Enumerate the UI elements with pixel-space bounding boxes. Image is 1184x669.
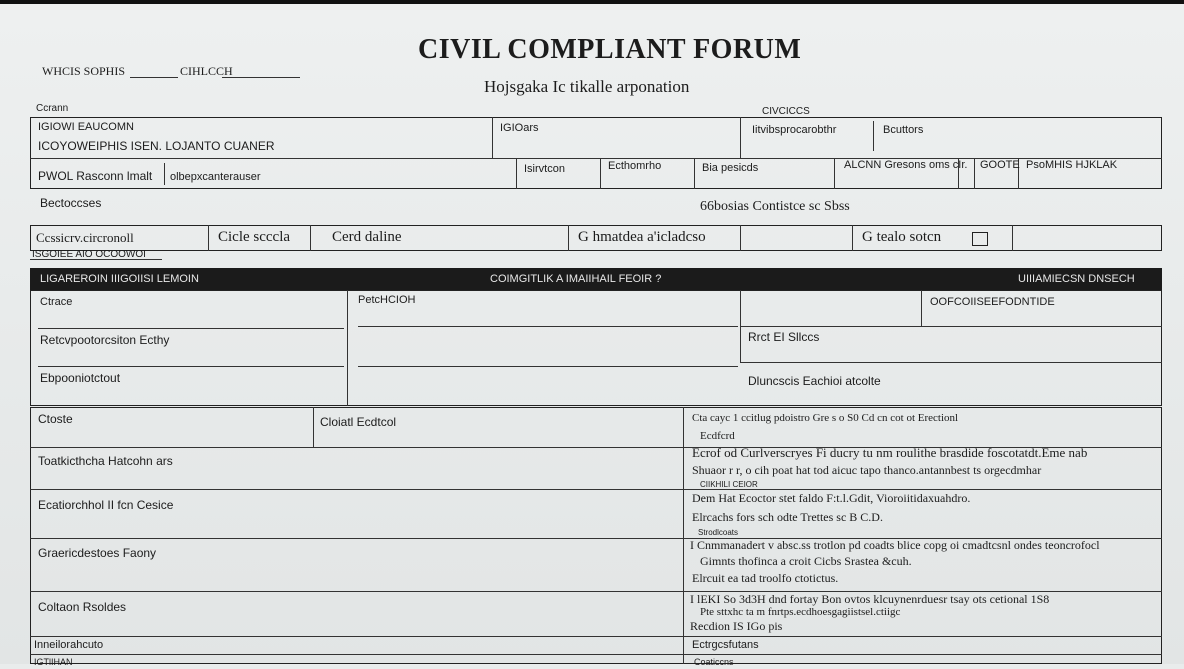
field-label: Ebpooniotctout xyxy=(40,371,121,385)
field-label: Dluncscis Eachioi atcolte xyxy=(748,374,881,388)
field-label: Rrct EI Sllccs xyxy=(748,330,820,344)
row-label: Coltaon Rsoldes xyxy=(38,600,127,614)
divider xyxy=(1012,225,1013,251)
header-field-label-2: CIHLCCH xyxy=(180,64,233,78)
row-label: Ctoste xyxy=(38,412,73,426)
row-text: Gimnts thofinca a croit Cicbs Srastea &cuh. xyxy=(700,554,912,568)
field-value: 66bosias Contistce sc Sbss xyxy=(700,199,850,214)
field-label: PsoMHIS HJKLAK xyxy=(1026,159,1118,171)
header-small-right: CIVCICCS xyxy=(762,106,810,117)
field-label: Bia pesicds xyxy=(702,162,759,174)
blank-line xyxy=(358,366,738,367)
header-blank-line-2 xyxy=(222,77,300,78)
top-edge xyxy=(0,0,1184,4)
row-label: Ecatiorchhol II fcn Cesice xyxy=(38,498,174,512)
row-text: Ecdfcrd xyxy=(700,430,735,442)
field-label: ALCNN Gresons oms cIr. xyxy=(844,159,968,171)
header-blank-line-1 xyxy=(130,77,178,78)
divider xyxy=(347,290,348,406)
form-subtitle: Hojsgaka Ic tikalle arponation xyxy=(484,77,690,96)
blank-line xyxy=(38,328,344,329)
field-note: ISGOIEE AIO OCOOWOI xyxy=(32,249,146,260)
row-text: CIIKHILI CEIOR xyxy=(700,480,758,489)
band-right-label: UIIIAMIECSN DNSECH xyxy=(1018,273,1135,285)
divider xyxy=(834,158,835,189)
row-label: Toatkicthcha Hatcohn ars xyxy=(38,454,173,468)
form-title: CIVIL COMPLIANT FORUM xyxy=(418,34,802,65)
row-text: Elrcachs fors sch odte Trettes sc B C.D. xyxy=(692,510,883,524)
field-label: G hmatdea a'icladcso xyxy=(578,229,706,245)
field-label: PWOL Rasconn lmalt xyxy=(38,169,153,183)
field-label: OOFCOIISEEFODNTIDE xyxy=(930,296,1055,308)
field-label: Cicle scccla xyxy=(218,229,291,245)
row-label: Graericdestoes Faony xyxy=(38,546,157,560)
row-text: Pte sttxhc ta m fnrtps.ecdhoesgagiistsel.ctiigc xyxy=(700,606,901,618)
divider xyxy=(208,225,209,251)
field-label: Ctrace xyxy=(40,296,73,308)
divider xyxy=(974,158,975,189)
divider xyxy=(30,654,1162,655)
divider xyxy=(313,407,314,447)
divider xyxy=(740,225,741,251)
row-label: Inneilorahcuto xyxy=(34,639,104,651)
field-value: olbepxcanterauser xyxy=(170,171,261,183)
row-text: Ectrgcsfutans xyxy=(692,639,759,651)
field-label: Ccssicrv.circronoll xyxy=(36,230,134,245)
field-label: Retcvpootorcsiton Ecthy xyxy=(40,333,170,347)
band-left-label: LIGAREROIN IIIGOIISI LEMOIN xyxy=(40,273,199,285)
field-label: IGIOars xyxy=(500,122,539,134)
divider xyxy=(694,158,695,189)
divider xyxy=(600,158,601,189)
checkbox[interactable] xyxy=(972,232,988,246)
divider xyxy=(852,225,853,251)
divider xyxy=(30,636,1162,637)
header-small-left: Ccrann xyxy=(36,103,69,114)
divider xyxy=(164,163,165,185)
row-text: Elrcuit ea tad troolfo ctotictus. xyxy=(692,571,839,585)
divider xyxy=(30,489,1162,490)
row-text: Dem Hat Ecoctor stet faldo F:t.l.Gdit, Vioroiitidaxuahdro. xyxy=(692,491,971,505)
row-text: Coaticcns xyxy=(694,657,734,667)
row-text: I Cnmmanadert v absc.ss trotlon pd coadts blice copg oi cmadtcsnl ondes teoncrofocl xyxy=(690,538,1100,552)
field-label: Bcuttors xyxy=(883,124,924,136)
row-text: Shuaor r r, o cih poat hat tod aicuc tapo thanco.antannbest ts orgecdmhar xyxy=(692,463,1042,477)
row-label: IGTlIHAN xyxy=(34,657,73,667)
applicant-value: ICOYOWEIPHIS ISEN. LOJANTO CUANER xyxy=(38,139,275,153)
row-text: Ecrof od Curlverscryes Fi ducry tu nm roulithe brasdide foscotatdt.Eme nab xyxy=(692,445,1088,460)
row-label: Cloiatl Ecdtcol xyxy=(320,415,397,429)
divider xyxy=(310,225,311,251)
row-text: Cta cayc 1 ccitlug pdoistro Gre s o S0 Cd cn cot ot Erectionl xyxy=(692,412,959,424)
band-mid-label: COIMGITLIK A IMAIIHAIL FEOIR ? xyxy=(490,273,662,285)
divider xyxy=(30,259,162,260)
row-text: Recdion IS IGo pis xyxy=(690,619,783,633)
divider xyxy=(740,362,1162,363)
row-text: I lEKI So 3d3H dnd fortay Bon ovtos klcuynenrduesr tsay ots cetional 1S8 xyxy=(690,592,1050,606)
applicant-label: IGIOWI EAUCOMN xyxy=(38,121,134,133)
divider xyxy=(568,225,569,251)
divider xyxy=(740,117,741,158)
blank-line xyxy=(358,326,738,327)
divider xyxy=(873,121,874,151)
divider xyxy=(740,326,1162,327)
header-field-label-1: WHCIS SOPHIS xyxy=(42,64,126,78)
field-label: Ecthomrho xyxy=(608,160,662,172)
blank-line xyxy=(38,366,344,367)
field-label: G tealo sotcn xyxy=(862,229,942,245)
divider xyxy=(516,158,517,189)
divider xyxy=(492,117,493,158)
field-label: Bectoccses xyxy=(40,196,102,210)
section-header-band xyxy=(30,268,1162,290)
divider xyxy=(683,407,684,664)
field-label: Iitvibsprocarobthr xyxy=(752,124,837,136)
field-label: PetcHCIOH xyxy=(358,294,416,306)
field-label: GOOTE xyxy=(980,159,1020,171)
row-text: Strodlcoats xyxy=(698,528,739,537)
field-label: Cerd daline xyxy=(332,229,402,245)
field-label: Isirvtcon xyxy=(524,163,565,175)
divider xyxy=(921,290,922,326)
